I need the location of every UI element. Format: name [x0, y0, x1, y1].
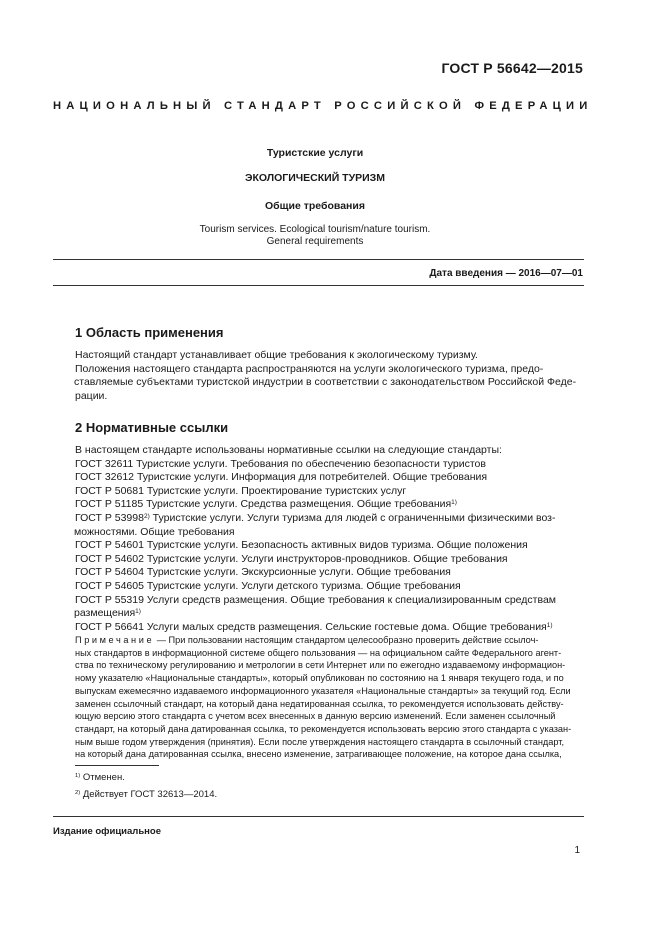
title-ru-line-1: Туристские услуги: [266, 147, 364, 159]
title-divider: [53, 259, 584, 260]
footnote-marker: 1): [546, 621, 553, 629]
reference-text: ГОСТ Р 51185 Туристские услуги. Средства размещения. Общие требования: [75, 498, 452, 511]
footer-divider: [53, 816, 584, 817]
footnote-marker: 1): [75, 773, 81, 780]
footnote-text: Действует ГОСТ 32613—2014.: [80, 789, 218, 800]
reference-text: размещения: [74, 607, 136, 620]
note-line: ющую версию этого стандарта с учетом всех внесенных в данную версию изменений. Если заменен ссылочный: [75, 711, 556, 722]
section-1-paragraph-2-line-2: ставляемые субъектами туристской индустрии в соответствии с законодательством Российской Феде-: [74, 376, 577, 389]
footnote-marker: 1): [451, 499, 457, 507]
title-en-line-1: Tourism services. Ecological tourism/nature tourism.: [199, 224, 431, 235]
reference-item: ГОСТ 32611 Туристские услуги. Требования по обеспечению безопасности туристов: [75, 457, 486, 470]
section-1-paragraph-1: Настоящий стандарт устанавливает общие требования к экологическому туризму.: [75, 349, 478, 361]
reference-item: [75, 621, 581, 635]
footnote-marker: 2): [143, 512, 150, 520]
note-line: заменен ссылочный стандарт, на который дана недатированная ссылка, то рекомендуется использовать действу-: [75, 698, 564, 709]
footnote-divider: [75, 765, 159, 766]
note-line: стандарт, на который дана датированная ссылка, то рекомендуется использовать версию этого стандарта с указан-: [75, 723, 572, 734]
page-number: 1: [574, 845, 580, 856]
footnote-1: [75, 772, 125, 783]
note-line: ных стандартов в информационной системе общего пользования — на официальном сайте Федерального агент-: [75, 647, 562, 658]
reference-text: ГОСТ Р 56641 Услуги малых средств размещения. Сельские гостевые дома. Общие требования: [75, 620, 547, 633]
date-divider: [53, 285, 584, 286]
title-en-line-2: General requirements: [266, 236, 364, 247]
note-line: выпускам ежемесячно издаваемого информационного указателя «Национальные стандарты» за текущий год. Если: [75, 685, 571, 696]
document-number: ГОСТ Р 56642—2015: [441, 60, 583, 76]
reference-item: ГОСТ Р 54605 Туристские услуги. Услуги детского туризма. Общие требования: [75, 579, 461, 592]
references-intro: В настоящем стандарте использованы нормативные ссылки на следующие стандарты:: [75, 444, 502, 456]
reference-item: [75, 498, 581, 512]
footnote-2: [75, 789, 217, 800]
standard-banner: НАЦИОНАЛЬНЫЙ СТАНДАРТ РОССИЙСКОЙ ФЕДЕРАЦИИ: [53, 100, 593, 112]
section-1-title: 1 Область применения: [75, 325, 224, 340]
title-ru-line-3: Общие требования: [265, 200, 365, 212]
reference-code: ГОСТ Р 53998: [75, 511, 144, 524]
note-text: — При пользовании настоящим стандартом целесообразно проверить действие ссылоч-: [154, 635, 539, 645]
note-label: Примечание: [75, 635, 155, 645]
reference-item: ГОСТ Р 54602 Туристские услуги. Услуги инструкторов-проводников. Общие требования: [75, 552, 508, 565]
footnote-marker: 1): [135, 607, 141, 615]
reference-item: ГОСТ Р 55319 Услуги средств размещения. Общие требования к специализированным средствам: [75, 593, 557, 606]
note-line: ному указателю «Национальные стандарты», который опубликован по состоянию на 1 января текущего года, и по: [75, 673, 564, 684]
introduction-date: Дата введения — 2016—07—01: [429, 268, 583, 279]
note-line: на который дана датированная ссылка, внесено изменение, затрагивающее положение, на которое дана ссылка,: [75, 749, 562, 760]
note-block: [75, 634, 581, 761]
reference-item: ГОСТ Р 54604 Туристские услуги. Экскурсионные услуги. Общие требования: [75, 566, 451, 579]
section-2-title: 2 Нормативные ссылки: [75, 420, 229, 435]
reference-item: [75, 512, 581, 526]
reference-item: ГОСТ 32612 Туристские услуги. Информация для потребителей. Общие требования: [75, 471, 488, 484]
title-ru-line-2: ЭКОЛОГИЧЕСКИЙ ТУРИЗМ: [244, 172, 386, 184]
reference-text: Туристские услуги. Услуги туризма для людей с ограниченными физическими воз-: [149, 511, 556, 524]
reference-item-continuation: можностями. Общие требования: [74, 525, 235, 538]
section-1-body: [75, 349, 581, 403]
reference-item: ГОСТ Р 54601 Туристские услуги. Безопасность активных видов туризма. Общие положения: [75, 539, 528, 552]
edition-label: Издание официальное: [53, 826, 161, 837]
section-1-paragraph-2-line-3: рации.: [75, 389, 108, 402]
footnote-text: Отменен.: [80, 772, 125, 783]
reference-item: ГОСТ Р 50681 Туристские услуги. Проектирование туристских услуг: [75, 484, 407, 497]
reference-item-continuation: [74, 607, 581, 621]
section-2-body: [75, 444, 581, 634]
section-1-paragraph-2-line-1: Положения настоящего стандарта распространяются на услуги экологического туризма, предо-: [75, 362, 544, 375]
note-line: [75, 634, 581, 647]
footnote-marker: 2): [75, 790, 81, 797]
note-line: ства по техническому регулированию и метрологии в сети Интернет или по ежегодно издаваемому информацион-: [75, 660, 566, 671]
note-line: ным выше годом утверждения (принятия). Если после утверждения настоящего стандарта в ссылочный стандарт,: [75, 736, 565, 747]
